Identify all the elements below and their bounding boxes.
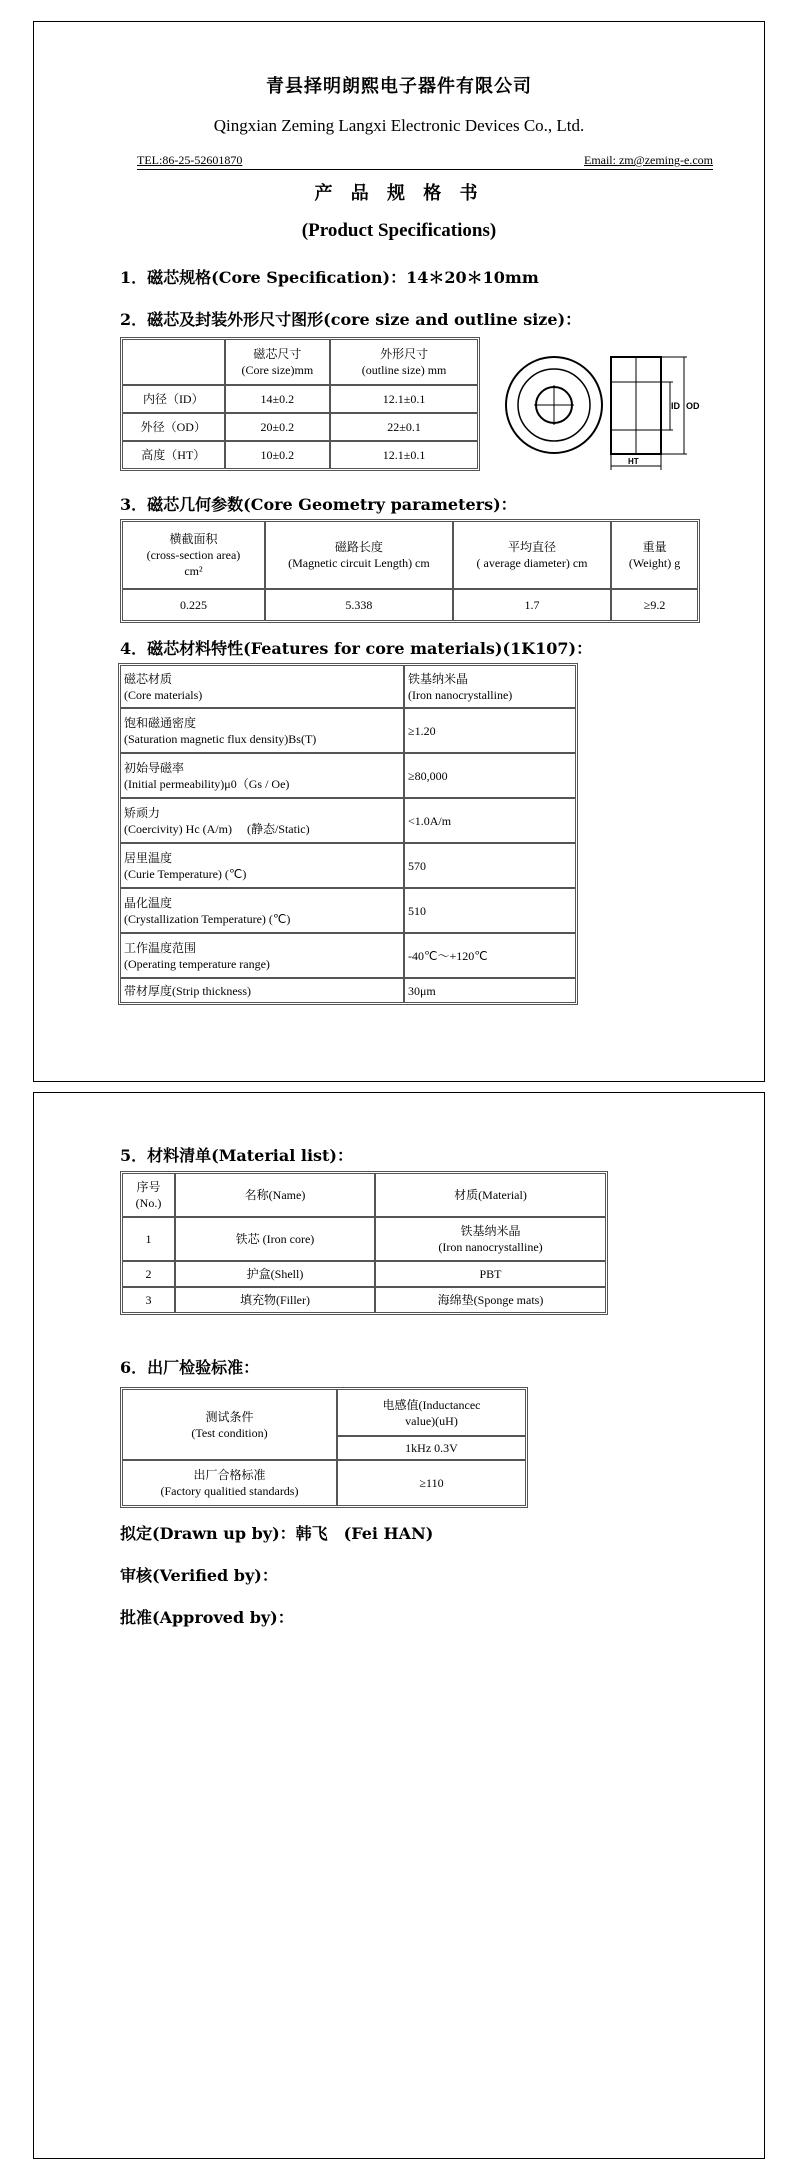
doc-title-cn: 产 品 规 格 书 — [314, 183, 484, 204]
feature-label: 工作温度范围 (Operating temperature range) — [120, 933, 404, 978]
feature-label: 磁芯材质 (Core materials) — [120, 665, 404, 708]
table-row — [120, 708, 576, 753]
verified-by: 审核(Verified by)： — [120, 1566, 278, 1585]
materials-features-table — [118, 663, 578, 1005]
feature-label: 矫顽力 (Coercivity) Hc (A/m) (静态/Static) — [120, 798, 404, 843]
doc-title-en: (Product Specifications) — [301, 220, 497, 241]
feature-label: 初始导磁率 (Initial permeability)μ0（Gs / Oe) — [120, 753, 404, 798]
size-header-core: 磁芯尺寸 (Core size)mm — [225, 339, 331, 385]
core-outline-drawing — [499, 340, 724, 475]
feature-value: 570 — [404, 843, 576, 888]
size-row-outline: 12.1±0.1 — [330, 385, 478, 413]
feature-value: 30μm — [404, 978, 576, 1003]
material-no: 2 — [122, 1261, 175, 1287]
feature-label: 带材厚度(Strip thickness) — [120, 978, 404, 1003]
geometry-header-length: 磁路长度 (Magnetic circuit Length) cm — [265, 521, 453, 589]
section-6-title: 6．出厂检验标准： — [120, 1358, 260, 1377]
table-row — [120, 798, 576, 843]
size-row-label: 内径（ID） — [122, 385, 225, 413]
feature-value: -40℃～+120℃ — [404, 933, 576, 978]
geometry-value-area: 0.225 — [122, 589, 265, 621]
approved-by: 批准(Approved by)： — [120, 1608, 294, 1627]
table-row — [120, 843, 576, 888]
feature-value: 510 — [404, 888, 576, 933]
size-header-outline: 外形尺寸 (outline size) mm — [330, 339, 478, 385]
geometry-header-diameter: 平均直径 ( average diameter) cm — [453, 521, 611, 589]
table-row — [122, 385, 478, 413]
material-name: 铁芯 (Iron core) — [175, 1217, 375, 1261]
table-row — [120, 888, 576, 933]
material-no: 3 — [122, 1287, 175, 1313]
feature-value: 铁基纳米晶 (Iron nanocrystalline) — [404, 665, 576, 708]
feature-value: ≥80,000 — [404, 753, 576, 798]
feature-value: ≥1.20 — [404, 708, 576, 753]
drawing-label-ht: HT — [628, 457, 639, 466]
material-material: 铁基纳米晶 (Iron nanocrystalline) — [375, 1217, 606, 1261]
size-table — [120, 337, 480, 471]
section-4-title: 4．磁芯材料特性(Features for core materials)(1K107)： — [120, 639, 593, 658]
table-row — [122, 1287, 606, 1313]
feature-label: 饱和磁通密度 (Saturation magnetic flux density)Bs(T) — [120, 708, 404, 753]
table-row — [122, 1261, 606, 1287]
geometry-value-length: 5.338 — [265, 589, 453, 621]
test-condition-label: 测试条件 (Test condition) — [122, 1389, 337, 1460]
company-name-en: Qingxian Zeming Langxi Electronic Devices Co., Ltd. — [213, 116, 585, 135]
geometry-header-area: 横截面积 (cross-section area) cm² — [122, 521, 265, 589]
material-list-table — [120, 1171, 608, 1315]
material-material: 海绵垫(Sponge mats) — [375, 1287, 606, 1313]
material-header-name: 名称(Name) — [175, 1173, 375, 1217]
spec-page-2 — [33, 1092, 765, 2159]
contact-line — [137, 148, 713, 170]
inspection-table — [120, 1387, 528, 1508]
geometry-value-weight: ≥9.2 — [611, 589, 698, 621]
factory-standard-value: ≥110 — [337, 1460, 526, 1506]
table-row — [122, 589, 698, 621]
drawing-label-od: OD — [686, 401, 700, 411]
geometry-header-weight: 重量 (Weight) g — [611, 521, 698, 589]
telephone: TEL:86-25-52601870 — [137, 153, 243, 167]
company-name-cn: 青县择明朗熙电子器件有限公司 — [266, 76, 532, 97]
email: Email: zm@zeming-e.com — [583, 153, 713, 167]
size-row-outline: 22±0.1 — [330, 413, 478, 441]
size-row-outline: 12.1±0.1 — [330, 441, 478, 469]
drawing-label-id: ID — [671, 401, 680, 411]
section-2-title: 2．磁芯及封装外形尺寸图形(core size and outline size)： — [120, 310, 582, 329]
section-3-title: 3．磁芯几何参数(Core Geometry parameters)： — [120, 495, 517, 514]
factory-standard-label: 出厂合格标准 (Factory qualitied standards) — [122, 1460, 337, 1506]
spec-page-1 — [33, 21, 765, 1082]
material-material: PBT — [375, 1261, 606, 1287]
material-name: 护盒(Shell) — [175, 1261, 375, 1287]
size-row-label: 外径（OD） — [122, 413, 225, 441]
table-row — [122, 1217, 606, 1261]
table-row — [122, 441, 478, 469]
table-row — [120, 753, 576, 798]
test-frequency: 1kHz 0.3V — [337, 1436, 526, 1460]
table-row — [122, 413, 478, 441]
table-row — [120, 978, 576, 1003]
size-row-core: 20±0.2 — [225, 413, 331, 441]
size-table-corner — [122, 339, 225, 385]
geometry-value-diameter: 1.7 — [453, 589, 611, 621]
drawn-up-by: 拟定(Drawn up by)：韩飞 (Fei HAN) — [120, 1524, 434, 1543]
material-header-no: 序号 (No.) — [122, 1173, 175, 1217]
size-row-core: 14±0.2 — [225, 385, 331, 413]
feature-value: <1.0A/m — [404, 798, 576, 843]
size-row-core: 10±0.2 — [225, 441, 331, 469]
inductance-header: 电感值(Inductancec value)(uH) — [337, 1389, 526, 1436]
table-row — [120, 665, 576, 708]
section-5-title: 5．材料清单(Material list)： — [120, 1146, 354, 1165]
material-name: 填充物(Filler) — [175, 1287, 375, 1313]
feature-label: 居里温度 (Curie Temperature) (℃) — [120, 843, 404, 888]
table-row — [120, 933, 576, 978]
material-header-material: 材质(Material) — [375, 1173, 606, 1217]
material-no: 1 — [122, 1217, 175, 1261]
feature-label: 晶化温度 (Crystallization Temperature) (℃) — [120, 888, 404, 933]
section-1-title: 1．磁芯规格(Core Specification)：14＊20＊10mm — [120, 268, 539, 287]
geometry-table — [120, 519, 700, 623]
size-row-label: 高度（HT） — [122, 441, 225, 469]
